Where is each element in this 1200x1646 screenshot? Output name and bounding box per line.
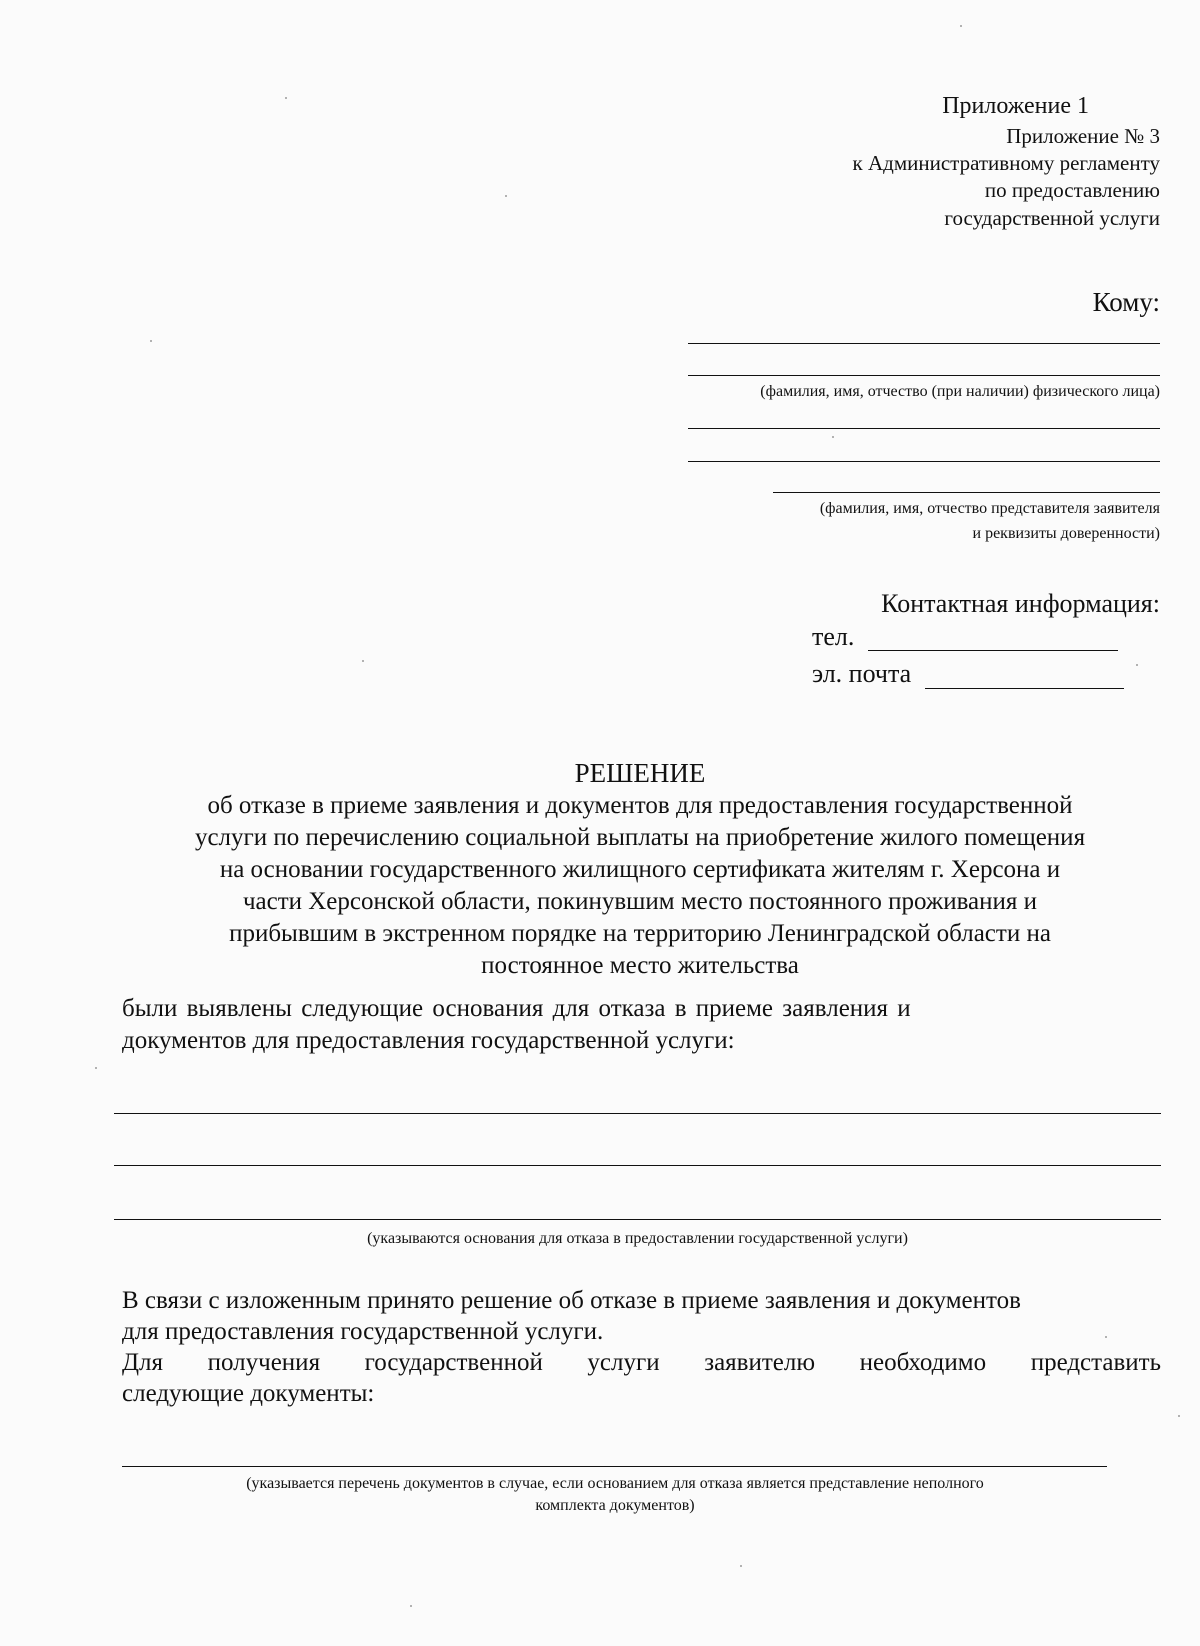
- representative-line-2: [688, 461, 1160, 462]
- grounds-entry-line-3[interactable]: [114, 1219, 1161, 1220]
- scan-speck: [505, 195, 507, 197]
- to-label: Кому:: [1092, 287, 1160, 317]
- conclusion-line-2: для предоставления государственной услуги.: [122, 1318, 604, 1345]
- scan-speck: [285, 97, 287, 99]
- documents-entry-line[interactable]: [122, 1466, 1107, 1467]
- scan-speck: [410, 1605, 412, 1607]
- email-label: эл. почта: [812, 659, 912, 688]
- regulation-line-1: к Административному регламенту: [852, 151, 1160, 175]
- scan-speck: [362, 660, 364, 662]
- recipient-name-line-1: [688, 343, 1160, 344]
- decision-title: РЕШЕНИЕ: [574, 758, 706, 788]
- representative-line-1: [688, 428, 1160, 429]
- decision-subtitle-line-3: на основании государственного жилищного сертификата жителям г. Херсона и: [219, 856, 1061, 883]
- contact-title: Контактная информация:: [881, 589, 1160, 618]
- scan-speck: [960, 25, 962, 27]
- representative-caption-2: и реквизиты доверенности): [972, 525, 1160, 542]
- scan-speck: [1136, 664, 1138, 666]
- decision-subtitle-line-4: части Херсонской области, покинувшим место постоянного проживания и: [242, 888, 1038, 915]
- scan-speck: [832, 436, 834, 438]
- regulation-line-2: по предоставлению: [984, 178, 1160, 202]
- documents-caption-1: (указывается перечень документов в случае, если основанием для отказа является представление неполного: [246, 1475, 984, 1492]
- person-caption: (фамилия, имя, отчество (при наличии) физического лица): [760, 383, 1160, 400]
- grounds-entry-line-2[interactable]: [114, 1165, 1161, 1166]
- scan-speck: [1105, 1336, 1107, 1338]
- representative-line-3: [773, 492, 1160, 493]
- decision-subtitle-line-5: прибывшим в экстренном порядке на территорию Ленинградской области на: [229, 920, 1051, 947]
- phone-label: тел.: [812, 622, 855, 651]
- recipient-name-line-2: [688, 375, 1160, 376]
- scan-speck: [740, 1565, 742, 1567]
- decision-subtitle-line-6: постоянное место жительства: [481, 952, 799, 979]
- appendix-3-label: Приложение № 3: [1006, 124, 1160, 148]
- grounds-line-1: были выявлены следующие основания для отказа в приеме заявления и: [122, 995, 911, 1022]
- conclusion-line-1: В связи с изложенным принято решение об отказе в приеме заявления и документов: [122, 1287, 1021, 1314]
- conclusion-line-4: следующие документы:: [122, 1380, 375, 1407]
- appendix-1-label: Приложение 1: [942, 93, 1089, 119]
- scan-speck: [1178, 1415, 1180, 1417]
- decision-subtitle-line-2: услуги по перечислению социальной выплаты на приобретение жилого помещения: [194, 824, 1086, 851]
- phone-field[interactable]: [868, 650, 1118, 651]
- conclusion-line-3: Для получения государственной услуги заявителю необходимо представить: [122, 1349, 1161, 1376]
- grounds-entry-line-1[interactable]: [114, 1113, 1161, 1114]
- scan-speck: [95, 1067, 97, 1069]
- grounds-caption: (указываются основания для отказа в предоставлении государственной услуги): [367, 1230, 908, 1247]
- regulation-line-3: государственной услуги: [944, 206, 1160, 230]
- scan-speck: [150, 340, 152, 342]
- documents-caption-2: комплекта документов): [535, 1497, 695, 1514]
- representative-caption-1: (фамилия, имя, отчество представителя заявителя: [819, 500, 1160, 517]
- grounds-line-2: документов для предоставления государственной услуги:: [122, 1027, 735, 1054]
- email-field[interactable]: [925, 688, 1124, 689]
- decision-subtitle-line-1: об отказе в приеме заявления и документов для предоставления государственной: [207, 792, 1073, 819]
